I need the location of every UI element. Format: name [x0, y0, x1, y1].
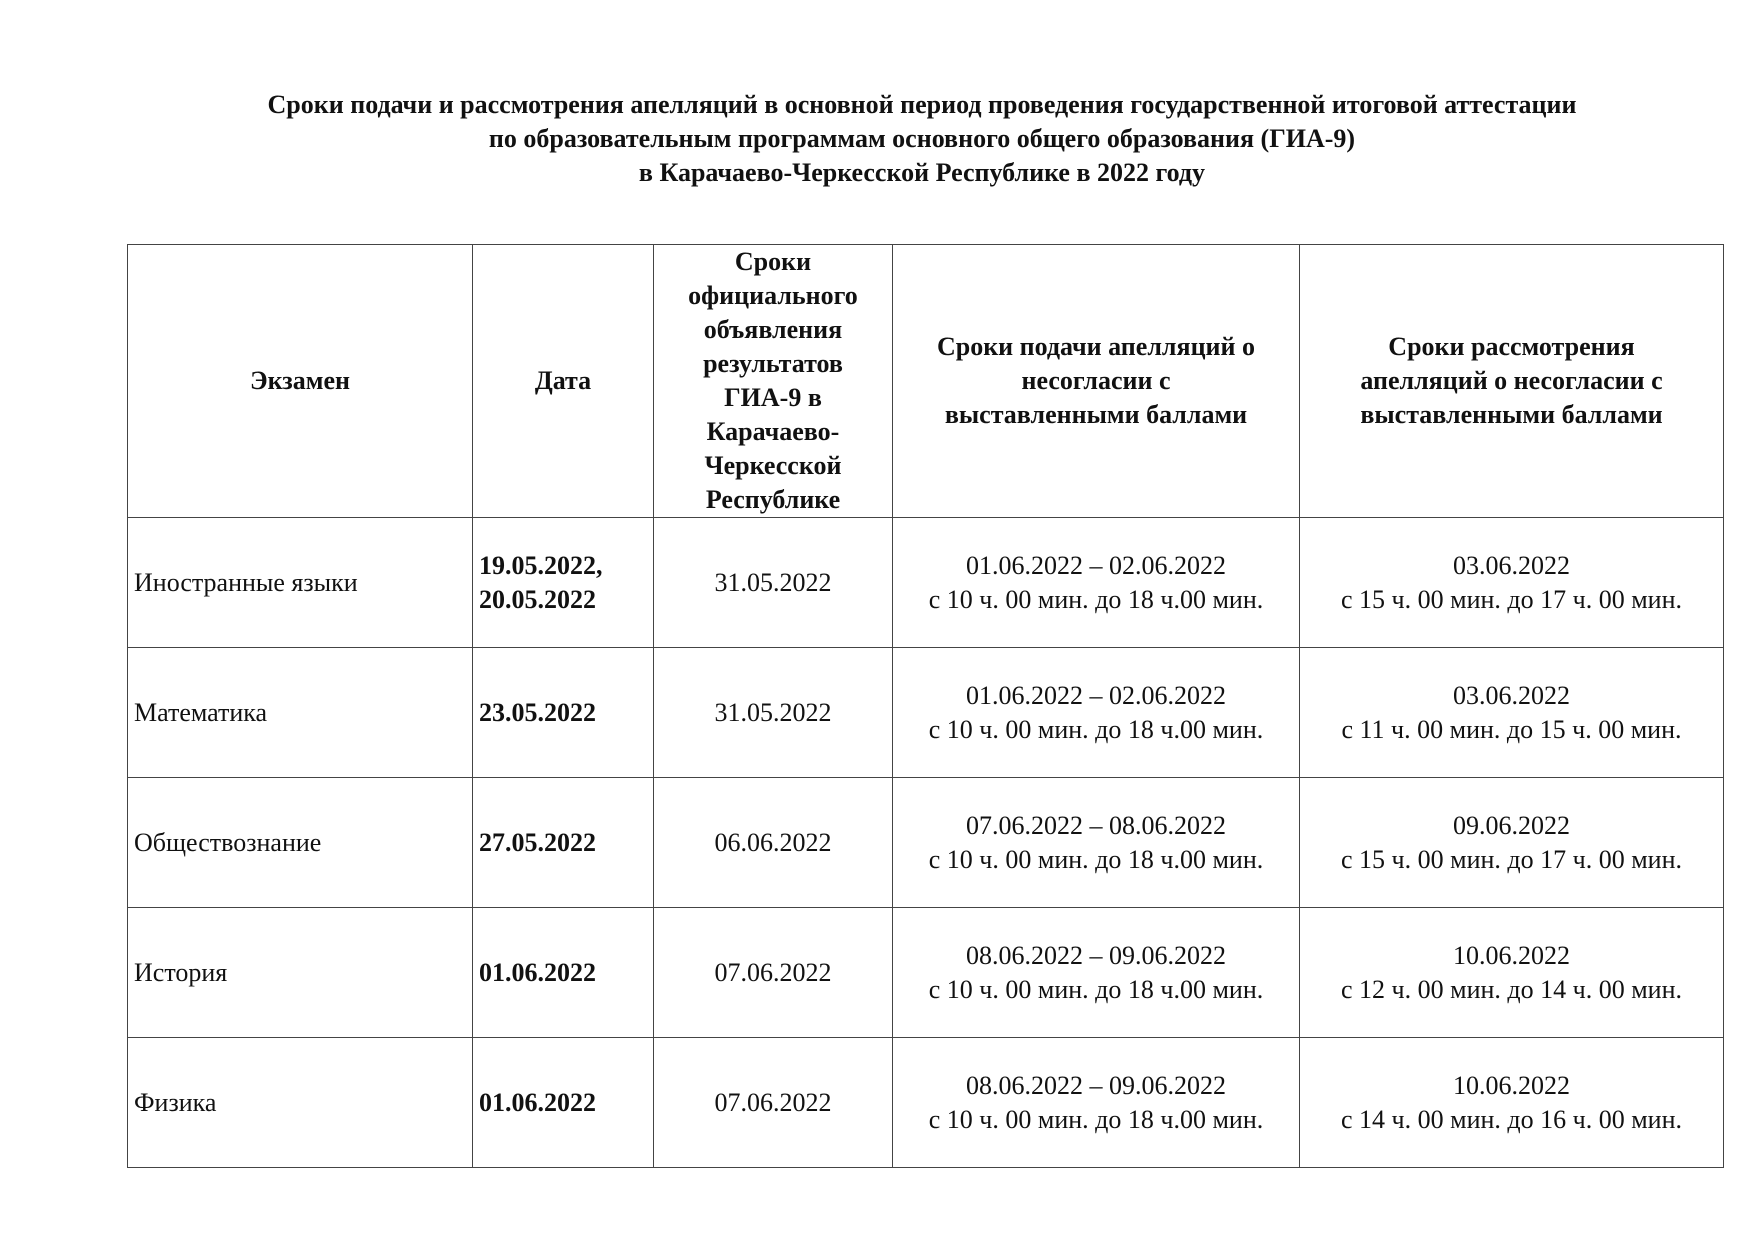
header-results-line: Республике	[705, 485, 841, 514]
cell-date-line: 19.05.2022,	[479, 550, 603, 580]
header-results-line: объявления	[703, 315, 843, 344]
cell-date-line: 27.05.2022	[479, 827, 596, 857]
header-review-line: апелляций о несогласии с	[1360, 366, 1663, 395]
cell-submission-time: с 10 ч. 00 мин. до 18 ч.00 мин.	[928, 584, 1264, 614]
header-results-line: Черкесской	[704, 451, 842, 480]
cell-date-line: 23.05.2022	[479, 697, 596, 727]
cell-submission-dates: 01.06.2022 – 02.06.2022	[966, 680, 1226, 710]
cell-submission-time: с 10 ч. 00 мин. до 18 ч.00 мин.	[928, 974, 1264, 1004]
cell-review-date: 09.06.2022	[1453, 810, 1570, 840]
header-date: Дата	[473, 245, 654, 518]
header-review-line: выставленными баллами	[1360, 400, 1663, 429]
cell-review-date: 10.06.2022	[1453, 1070, 1570, 1100]
header-review-line: Сроки рассмотрения	[1388, 332, 1635, 361]
cell-review-date: 03.06.2022	[1453, 680, 1570, 710]
cell-review-time: с 11 ч. 00 мин. до 15 ч. 00 мин.	[1341, 714, 1682, 744]
cell-exam: Обществознание	[128, 778, 473, 908]
header-results-line: ГИА-9 в	[724, 383, 822, 412]
cell-review	[1300, 908, 1724, 1038]
cell-results: 31.05.2022	[654, 648, 893, 778]
cell-results: 06.06.2022	[654, 778, 893, 908]
cell-submission-time: с 10 ч. 00 мин. до 18 ч.00 мин.	[928, 714, 1264, 744]
cell-submission	[893, 908, 1300, 1038]
table-row	[128, 908, 1724, 1038]
header-results-line: результатов	[703, 349, 843, 378]
header-review	[1300, 245, 1724, 518]
cell-date	[473, 1038, 654, 1168]
title-line: Сроки подачи и рассмотрения апелляций в основной период проведения государственной итоговой аттестации	[267, 90, 1577, 119]
header-submission-line: несогласии с	[1021, 366, 1171, 395]
document-title	[128, 88, 1716, 190]
cell-review	[1300, 1038, 1724, 1168]
cell-review	[1300, 778, 1724, 908]
cell-review	[1300, 648, 1724, 778]
header-results-line: Карачаево-	[706, 417, 840, 446]
cell-date	[473, 648, 654, 778]
cell-review-time: с 12 ч. 00 мин. до 14 ч. 00 мин.	[1341, 974, 1682, 1004]
cell-review-date: 03.06.2022	[1453, 550, 1570, 580]
cell-submission-dates: 08.06.2022 – 09.06.2022	[966, 1070, 1226, 1100]
cell-review-date: 10.06.2022	[1453, 940, 1570, 970]
cell-exam: История	[128, 908, 473, 1038]
table-header-row	[128, 245, 1724, 518]
cell-exam: Иностранные языки	[128, 518, 473, 648]
cell-exam: Физика	[128, 1038, 473, 1168]
table-row	[128, 518, 1724, 648]
cell-submission-time: с 10 ч. 00 мин. до 18 ч.00 мин.	[928, 1104, 1264, 1134]
cell-results: 31.05.2022	[654, 518, 893, 648]
cell-review-time: с 15 ч. 00 мин. до 17 ч. 00 мин.	[1341, 844, 1682, 874]
cell-submission	[893, 1038, 1300, 1168]
header-results	[654, 245, 893, 518]
header-exam: Экзамен	[128, 245, 473, 518]
cell-results: 07.06.2022	[654, 1038, 893, 1168]
cell-review-time: с 14 ч. 00 мин. до 16 ч. 00 мин.	[1341, 1104, 1682, 1134]
cell-review-time: с 15 ч. 00 мин. до 17 ч. 00 мин.	[1341, 584, 1682, 614]
header-results-line: Сроки	[734, 247, 812, 276]
cell-review	[1300, 518, 1724, 648]
table-row	[128, 778, 1724, 908]
cell-submission	[893, 518, 1300, 648]
cell-results: 07.06.2022	[654, 908, 893, 1038]
table-row	[128, 648, 1724, 778]
header-results-line: официального	[688, 281, 858, 310]
header-submission-line: выставленными баллами	[944, 400, 1248, 429]
cell-date	[473, 908, 654, 1038]
title-line: по образовательным программам основного общего образования (ГИА-9)	[488, 124, 1356, 153]
cell-submission-time: с 10 ч. 00 мин. до 18 ч.00 мин.	[928, 844, 1264, 874]
title-line: в Карачаево-Черкесской Республике в 2022 году	[638, 158, 1206, 187]
header-submission-line: Сроки подачи апелляций о	[936, 332, 1256, 361]
table-row	[128, 1038, 1724, 1168]
header-submission	[893, 245, 1300, 518]
cell-date-line: 20.05.2022	[479, 584, 596, 614]
cell-submission	[893, 648, 1300, 778]
appeals-schedule-table	[127, 244, 1724, 1168]
cell-date	[473, 518, 654, 648]
cell-submission-dates: 07.06.2022 – 08.06.2022	[966, 810, 1226, 840]
cell-submission-dates: 01.06.2022 – 02.06.2022	[966, 550, 1226, 580]
cell-date-line: 01.06.2022	[479, 957, 596, 987]
cell-date-line: 01.06.2022	[479, 1087, 596, 1117]
cell-submission	[893, 778, 1300, 908]
cell-date	[473, 778, 654, 908]
cell-exam: Математика	[128, 648, 473, 778]
cell-submission-dates: 08.06.2022 – 09.06.2022	[966, 940, 1226, 970]
